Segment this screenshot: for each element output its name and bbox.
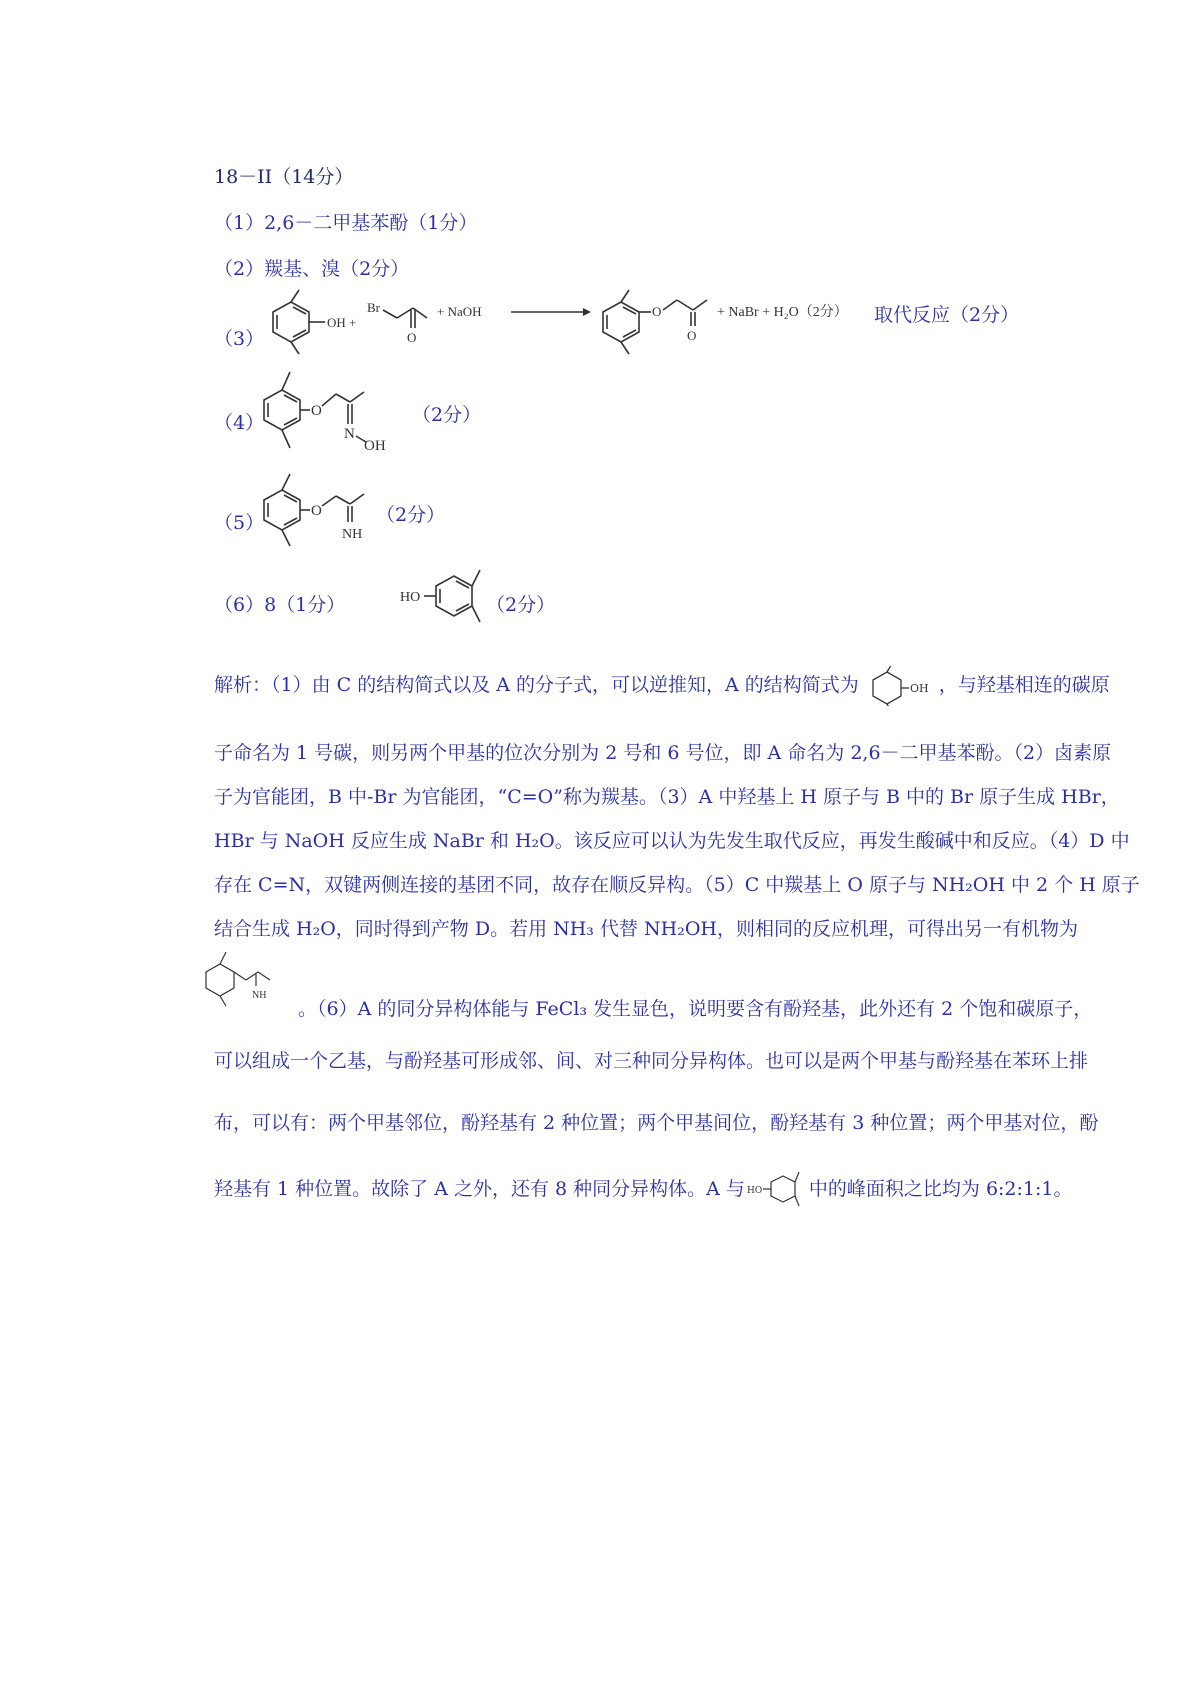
answer-4-label: （4）: [214, 412, 265, 434]
analysis-line-1b: ，与羟基相连的碳原: [938, 674, 1110, 696]
ether-o-label: O: [652, 304, 662, 319]
analysis-line-2: 子命名为 1 号碳，则另两个甲基的位次分别为 2 号和 6 号位，即 A 命名为 2,6－二甲基苯酚。（2）卤素原: [214, 742, 1112, 764]
imine-nh-label: NH: [342, 527, 363, 542]
analysis-line-10: [214, 1170, 1073, 1210]
ether-o-label: O: [311, 403, 322, 419]
oh-plus-label: OH +: [327, 315, 357, 330]
answer-4-score: （2分）: [412, 404, 482, 426]
oxime-oh-label: OH: [364, 438, 386, 454]
dimethylphenol-structure: [273, 290, 325, 354]
inline-imine-structure: [198, 950, 298, 1010]
analysis-line-10a: 羟基有 1 种位置。故除了 A 之外，还有 8 种同分异构体。A 与: [214, 1178, 745, 1200]
naoh-label: + NaOH: [437, 304, 482, 319]
answer-6-label: （6）8（1分）: [214, 594, 346, 616]
ho-label: HO: [400, 590, 421, 605]
analysis-line-7: 。（6）A 的同分异构体能与 FeCl₃ 发生显色，说明要含有酚羟基，此外还有 2 个饱和碳原子，: [298, 998, 1093, 1020]
br-label: Br: [367, 300, 380, 315]
answer-6-score: （2分）: [486, 594, 556, 616]
inline-oh-label: OH: [909, 682, 929, 695]
product-c-structure: [603, 290, 707, 354]
answer-5-label: （5）: [214, 512, 265, 534]
analysis-line-9: 布，可以有：两个甲基邻位，酚羟基有 2 种位置；两个甲基间位，酚羟基有 3 种位置；两个甲基对位，酚: [214, 1112, 1099, 1134]
reaction-type: 取代反应（2分）: [874, 304, 1020, 326]
reaction-arrow: [511, 308, 591, 316]
question-title: 18－II（14分）: [214, 166, 354, 188]
analysis-line-6: 结合生成 H₂O，同时得到产物 D。若用 NH₃ 代替 NH₂OH，则相同的反应机理，可得出另一有机物为: [214, 918, 1078, 940]
inline-structure-a: [859, 666, 939, 706]
byproducts-label: + NaBr + H₂O（2分）: [717, 305, 848, 320]
answer-5-score: （2分）: [376, 504, 446, 526]
inline-nh-label: NH: [252, 990, 267, 1001]
inline-isomer-structure: [745, 1170, 809, 1210]
product-carbonyl-o-label: O: [687, 328, 697, 343]
ether-o-label: O: [311, 503, 322, 519]
answer-3-label: （3）: [214, 328, 265, 350]
analysis-line-8: 可以组成一个乙基，与酚羟基可形成邻、间、对三种同分异构体。也可以是两个甲基与酚羟基在苯环上排: [214, 1050, 1089, 1072]
carbonyl-o-label: O: [407, 330, 417, 345]
analysis-line-1: [214, 666, 1110, 706]
oxime-n-label: N: [344, 426, 355, 442]
analysis-line-3: 子为官能团，B 中-Br 为官能团，“C=O”称为羰基。（3）A 中羟基上 H 原子与 B 中的 Br 原子生成 HBr，: [214, 786, 1120, 808]
analysis-line-4: HBr 与 NaOH 反应生成 NaBr 和 H₂O。该反应可以认为先发生取代反应，再发生酸碱中和反应。（4）D 中: [214, 830, 1130, 852]
analysis-line-5: 存在 C=N，双键两侧连接的基团不同，故存在顺反异构。（5）C 中羰基上 O 原子与 NH₂OH 中 2 个 H 原子: [214, 874, 1140, 896]
inline-ho-label: HO: [746, 1186, 763, 1196]
analysis-line-1a: 解析：（1）由 C 的结构简式以及 A 的分子式，可以逆推知，A 的结构简式为: [214, 674, 859, 696]
analysis-line-10b: 中的峰面积之比均为 6:2:1:1。: [808, 1178, 1073, 1200]
bromoacetone-structure: [383, 308, 427, 328]
answer-2: （2）羰基、溴（2分）: [214, 258, 410, 280]
answer-1: （1）2,6－二甲基苯酚（1分）: [214, 212, 478, 234]
